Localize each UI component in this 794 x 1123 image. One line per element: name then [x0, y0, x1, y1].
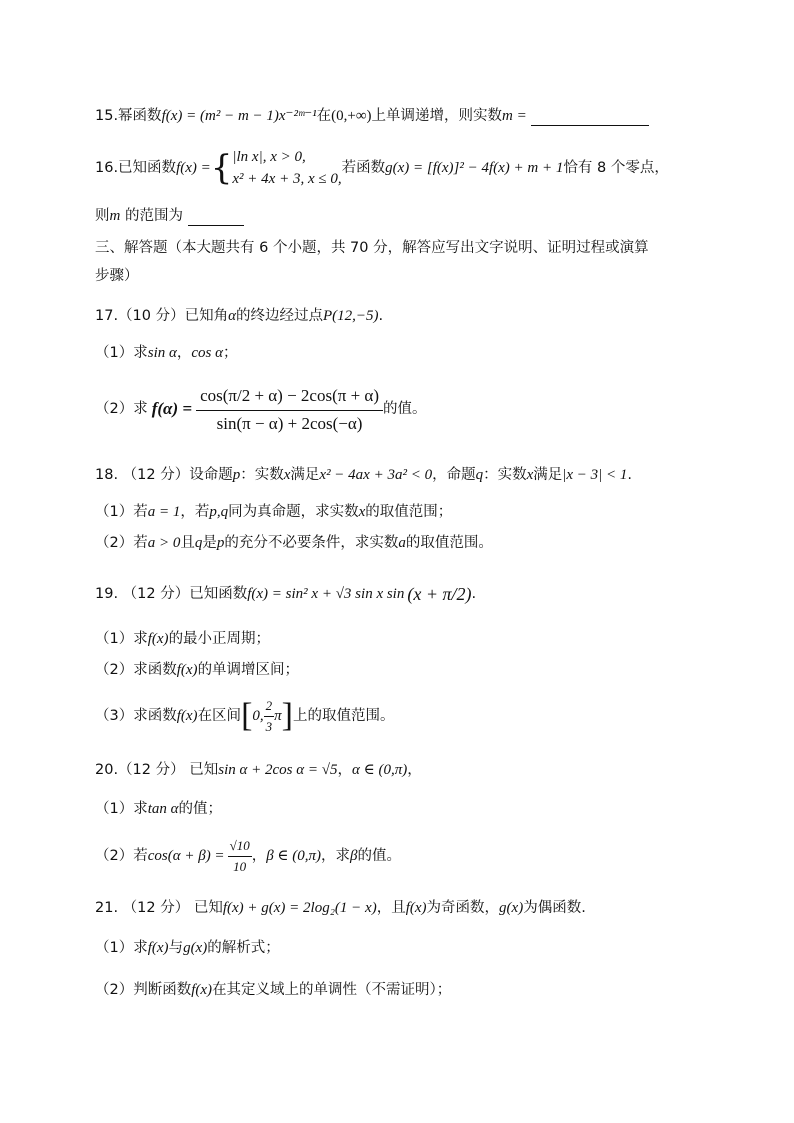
q17-head-end: . — [378, 308, 384, 324]
q20-p1-pre: （1）求 — [95, 801, 148, 817]
q20-p2-lhs: cos(α + β) = — [147, 848, 225, 864]
q20-head-text: 20.（12 分） 已知 — [95, 762, 219, 778]
q19-p3-bracket-left: [ — [241, 697, 253, 734]
q17-p1-sin: sin α — [147, 345, 177, 361]
q19-part2 — [95, 660, 299, 680]
q18-p1-x: x — [358, 504, 366, 520]
q20-p1-tan: tan α — [147, 801, 179, 817]
q19-p2-pre: （2）求函数 — [95, 662, 177, 678]
q19-end: . — [471, 586, 477, 602]
q18-p1-mid: ，若 — [180, 504, 210, 520]
q20-p2-mid: ，求 — [321, 848, 351, 864]
q18-p1-a: a = 1 — [147, 504, 181, 520]
q20-head — [95, 760, 422, 780]
q17-p1-pre: （1）求 — [95, 345, 148, 361]
q17-p2-lhs: f(α) = — [151, 399, 193, 418]
q21-t2: 为奇函数， — [426, 900, 500, 916]
q16-gx: g(x) = [f(x)]² − 4f(x) + m + 1 — [385, 160, 564, 176]
q17-p2-numerator: cos(π/2 + α) − 2cos(π + α) — [196, 384, 383, 411]
q20-p2-fraction — [228, 836, 252, 877]
q17-p1-cos: cos α — [191, 345, 223, 361]
q21-p1-g: g(x) — [183, 940, 208, 956]
q18-p2-a: a > 0 — [147, 535, 181, 551]
q15-formula: f(x) = (m² − m − 1)x⁻²ᵐ⁻¹ — [161, 108, 317, 124]
section3-heading-line1: 三、解答题（本大题共有 6 个小题，共 70 分，解答应写出文字说明、证明过程或演算 — [95, 240, 649, 256]
q19-p1-end: 的最小正周期； — [168, 631, 271, 647]
q16-case2: x² + 4x + 3, x ≤ 0, — [232, 171, 342, 187]
q20-part1 — [95, 799, 222, 819]
q18-p1-post: 同为真命题，求实数 — [228, 504, 359, 520]
q18-p2-av: a — [398, 535, 406, 551]
q19-p1-pre: （1）求 — [95, 631, 148, 647]
q21-p1-pre: （1）求 — [95, 940, 148, 956]
q21-t3: 为偶函数. — [523, 900, 586, 916]
q15-label: 15.幂函数 — [95, 108, 162, 124]
q21-eq: f(x) + g(x) = 2log₂(1 − x) — [222, 900, 377, 916]
q19-p3-end: 上的取值范围。 — [292, 708, 395, 724]
q19-p2-f: f(x) — [176, 662, 198, 678]
q20-p2-end: 的值。 — [357, 848, 402, 864]
q17-p2-pre: （2）求 — [95, 401, 148, 417]
q17-p2-denominator: sin(π − α) + 2cos(−α) — [216, 414, 363, 433]
q21-p2-pre: （2）判断函数 — [95, 982, 192, 998]
q15-text2: 上单调递增，则实数 — [371, 108, 503, 124]
q17-head-mid: 的终边经过点 — [236, 308, 323, 324]
q20-p2-num: √10 — [228, 836, 252, 857]
q18-p2-t2: 是 — [202, 535, 217, 551]
q16-cases — [232, 146, 341, 190]
q16-text2: 恰有 8 个零点， — [563, 160, 669, 176]
q17-point: P(12,−5) — [323, 308, 379, 324]
q19-p3-mid: 在区间 — [197, 708, 242, 724]
q18-x2: x — [526, 467, 534, 483]
q18-t4: ：实数 — [483, 467, 527, 483]
q17-p2-fraction — [196, 384, 383, 434]
q21-p1-end: 的解析式； — [207, 940, 280, 956]
q18-ineq2: |x − 3| < 1 — [562, 467, 628, 483]
q16-text1: 若函数 — [341, 160, 386, 176]
q21-f: f(x) — [405, 900, 427, 916]
q20-p2-pre: （2）若 — [95, 848, 148, 864]
q18-head — [95, 465, 632, 485]
q18-t2: 满足 — [290, 467, 320, 483]
q17-head — [95, 306, 383, 326]
q16-case1: |ln x|, x > 0, — [232, 149, 306, 165]
q21-part1 — [95, 938, 280, 958]
q17-head-pre: 17.（10 分）已知角 — [95, 308, 229, 324]
q19-p3-den: 3 — [265, 718, 273, 734]
q18-part2 — [95, 533, 493, 553]
q19-head — [95, 572, 476, 616]
q19-p3-num: 2 — [264, 696, 275, 717]
q19-head-text: 19. （12 分）已知函数 — [95, 586, 248, 602]
q18-ineq1: x² − 4ax + 3a² < 0 — [319, 467, 433, 483]
q20-p2-sep: ， — [251, 848, 267, 864]
q20-end: ， — [407, 762, 422, 778]
q17-p1-sep: ， — [176, 345, 192, 361]
q21-t1: ，且 — [376, 900, 406, 916]
q18-p1-pq: p,q — [209, 504, 229, 520]
q18-end: . — [627, 467, 633, 483]
q17-part1 — [95, 343, 238, 363]
q18-q: q — [475, 467, 484, 483]
q20-p2-den: 10 — [233, 858, 247, 874]
q15-text1: 在 — [316, 108, 332, 124]
q16-label: 16.已知函数 — [95, 160, 177, 176]
q18-p2-pre: （2）若 — [95, 535, 148, 551]
q18-t5: 满足 — [533, 467, 563, 483]
q15-interval: (0,+∞) — [331, 108, 372, 124]
q18-head-text: 18. （12 分）设命题 — [95, 467, 233, 483]
q19-p2-end: 的单调增区间； — [197, 662, 300, 678]
q18-p2-t3: 的充分不必要条件，求实数 — [224, 535, 399, 551]
q16-brace: { — [210, 148, 233, 188]
q18-p1-end: 的取值范围； — [365, 504, 453, 520]
q18-part1 — [95, 502, 452, 522]
q20-sep: ， — [337, 762, 352, 778]
q19-p3-pre: （3）求函数 — [95, 708, 177, 724]
q20-part2 — [95, 834, 401, 878]
q18-p2-end: 的取值范围。 — [405, 535, 493, 551]
q21-head — [95, 898, 586, 918]
q21-part2 — [95, 980, 451, 1000]
q16-line2-pre: 则 — [95, 208, 110, 224]
q16-line2 — [95, 206, 244, 226]
q21-g: g(x) — [499, 900, 524, 916]
q21-head-text: 21. （12 分） 已知 — [95, 900, 223, 916]
q17-p1-end: ； — [223, 345, 238, 361]
q16-line — [95, 146, 669, 190]
section3-heading-line2: 步骤） — [95, 268, 139, 284]
q19-part3 — [95, 693, 394, 739]
q20-p2-beta: β — [350, 848, 358, 864]
q19-p3-f: f(x) — [176, 708, 198, 724]
q18-p2-q: q — [194, 535, 203, 551]
q16-line2-var: m — [109, 208, 121, 224]
q17-p2-end: 的值。 — [383, 401, 427, 417]
q19-fx: f(x) = sin² x + √3 sin x sin — [247, 586, 405, 602]
q18-t1: ：实数 — [240, 467, 284, 483]
q18-x1: x — [283, 467, 291, 483]
q16-answer-blank[interactable] — [188, 211, 244, 226]
q18-p2-t1: 且 — [180, 535, 195, 551]
q17-alpha: α — [228, 308, 236, 324]
q19-p3-pi: π — [274, 708, 282, 724]
q16-fx: f(x) = — [176, 160, 211, 176]
q19-p3-bracket-right: ] — [281, 697, 293, 734]
q18-p1-pre: （1）若 — [95, 504, 148, 520]
q16-line2-post: 的范围为 — [120, 208, 183, 224]
q17-part2 — [95, 376, 427, 442]
q15-answer-blank[interactable] — [531, 111, 649, 126]
q18-p: p — [232, 467, 241, 483]
q18-p2-p: p — [216, 535, 225, 551]
q20-p2-cond: β ∈ (0,π) — [266, 848, 322, 864]
q21-p1-mid: 与 — [168, 940, 184, 956]
q19-p3-int-left: 0, — [252, 708, 264, 724]
q20-cond: α ∈ (0,π) — [351, 762, 408, 778]
q19-arg: (x + π/2) — [407, 584, 472, 604]
q18-t3: ，命题 — [432, 467, 476, 483]
q19-p3-fraction — [264, 696, 275, 737]
q19-p1-f: f(x) — [147, 631, 169, 647]
q20-p1-end: 的值； — [178, 801, 223, 817]
q21-p2-end: 在其定义域上的单调性（不需证明）； — [212, 982, 452, 998]
q15-var: m = — [502, 108, 527, 124]
q21-p1-f: f(x) — [147, 940, 169, 956]
q15-line — [95, 106, 649, 126]
q19-part1 — [95, 629, 270, 649]
q20-eq: sin α + 2cos α = √5 — [218, 762, 338, 778]
q21-p2-f: f(x) — [191, 982, 213, 998]
